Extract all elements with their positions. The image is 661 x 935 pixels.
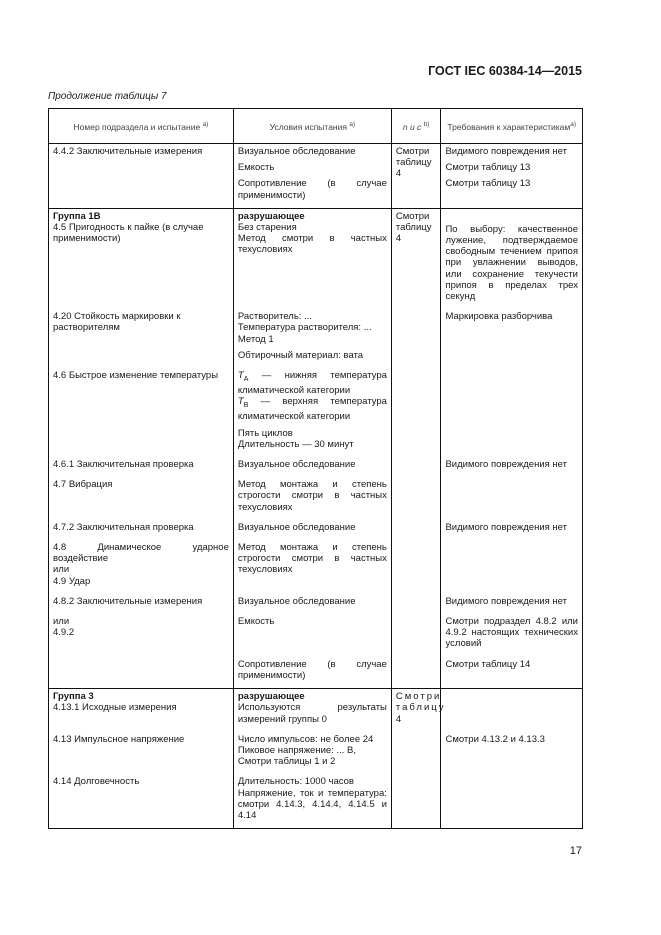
table-row [49, 732, 583, 775]
test-name: 4.8 Динамическое ударное воздействие [53, 542, 229, 565]
condition: $T_A$ — нижняя температура климатической категории [237, 370, 387, 397]
test-name: 4.9 Удар [53, 575, 91, 587]
test-name: 4.7.2 Заключительная проверка [53, 521, 194, 533]
test-name: 4.13 Импульсное напряжение [53, 733, 185, 745]
col-header-test: Номер подраздела и испытание $^{а)}$ [49, 109, 234, 144]
condition: Длительность — 30 минут [237, 438, 354, 450]
n-c-value: Смотри таблицу 4 [395, 210, 432, 245]
test-name: 4.6.1 Заключительная проверка [53, 459, 194, 471]
table-row [49, 540, 583, 594]
condition: Метод монтажа и степень строгости смотри в частных техусловиях [237, 479, 387, 513]
condition-head: разрушающее [237, 210, 305, 222]
test-name: 4.6 Быстрое изменение температуры [53, 370, 219, 382]
condition: Емкость [237, 162, 275, 174]
table-caption: Продолжение таблицы 7 [48, 91, 167, 102]
condition: Метод смотри в частных техусловиях [237, 233, 387, 256]
col-header-requirements: Требования к характеристикам$^{а)}$ [441, 109, 583, 144]
test-name: 4.20 Стойкость маркировки к растворителям [53, 311, 181, 334]
condition: Визуальное обследование [237, 521, 356, 533]
test-table [48, 108, 583, 829]
table-row [49, 614, 583, 657]
condition: Без старения [237, 222, 297, 234]
requirement: Смотри таблицу 13 [445, 162, 531, 174]
group-title: Группа 3 [53, 691, 94, 703]
condition: Сопротивление (в случае применимости) [237, 658, 387, 681]
test-name: 4.8.2 Заключительные измерения [53, 595, 203, 607]
condition: Пиковое напряжение: ... В, [237, 744, 356, 756]
table-row [49, 594, 583, 614]
condition: Емкость [237, 616, 275, 628]
table-row [49, 144, 583, 209]
col-header-conditions: Условия испытания $^{а)}$ [233, 109, 391, 144]
test-name: 4.7 Вибрация [53, 479, 113, 491]
condition: Метод 1 [237, 333, 274, 345]
table-row [49, 457, 583, 477]
table-row [49, 774, 583, 828]
requirement: Маркировка разборчива [445, 311, 553, 323]
standard-header: ГОСТ IEC 60384-14—2015 [428, 64, 582, 78]
test-name: 4.14 Долговечность [53, 776, 140, 788]
or-label: или [53, 616, 70, 628]
condition: Обтирочный материал: вата [237, 349, 364, 361]
condition: Смотри таблицы 1 и 2 [237, 756, 336, 768]
condition: Метод монтажа и степень строгости смотри в частных техусловиях [237, 542, 387, 576]
condition: Температура растворителя: ... [237, 322, 372, 334]
condition: Визуальное обследование [237, 146, 356, 157]
n-c-value: Смотри таблицу 4 [395, 146, 432, 180]
requirement: Видимого повреждения нет [445, 459, 567, 471]
group-title: Группа 1В [53, 210, 101, 222]
condition-head: разрушающее [237, 691, 305, 703]
condition: Пять циклов [237, 427, 293, 439]
test-name: 4.4.2 Заключительные измерения [53, 146, 203, 157]
condition: Визуальное обследование [237, 595, 356, 607]
table-row [49, 208, 583, 309]
condition: Сопротивление (в случае применимости) [237, 178, 387, 201]
requirement: Видимого повреждения нет [445, 146, 567, 157]
test-name: 4.9.2 [53, 627, 75, 639]
requirement: Смотри 4.13.2 и 4.13.3 [445, 733, 545, 745]
table-row [49, 309, 583, 368]
condition: Число импульсов: не более 24 [237, 733, 374, 745]
table-row [49, 520, 583, 540]
table-header-row [49, 109, 583, 144]
table-row [49, 657, 583, 689]
condition: Длительность: 1000 часов [237, 776, 354, 788]
page-number: 17 [569, 845, 582, 857]
requirement: Видимого повреждения нет [445, 521, 567, 533]
test-name: 4.13.1 Исходные измерения [53, 702, 177, 714]
condition: Напряжение, ток и температура: смотри 4.14.3, 4.14.4, 4.14.5 и 4.14 [237, 787, 387, 821]
condition: Используются результаты измерений группы 0 [237, 702, 387, 725]
table-row [49, 477, 583, 520]
col-header-n-c: n и c $^{b)}$ [391, 109, 441, 144]
or-label: или [53, 564, 70, 576]
condition: Растворитель: ... [237, 311, 312, 323]
requirement: По выбору: качественное лужение, подтверждаемое свободным течением припоя при увлажнении выводов, или сохранение текучести припоя в пределах трех секунд [445, 223, 578, 303]
requirement: Смотри подраздел 4.8.2 или 4.9.2 настоящих технических условий [445, 616, 578, 650]
condition: $T_B$ — верхняя температура климатической категории [237, 396, 387, 423]
table-row [49, 689, 583, 732]
table-row [49, 368, 583, 457]
test-name: 4.5 Пригодность к пайке (в случае применимости) [53, 222, 204, 245]
requirement: Смотри таблицу 14 [445, 658, 531, 670]
n-c-value: Смотри таблицу 4 [395, 691, 446, 725]
requirement: Смотри таблицу 13 [445, 178, 531, 190]
condition: Визуальное обследование [237, 459, 356, 471]
requirement: Видимого повреждения нет [445, 595, 567, 607]
